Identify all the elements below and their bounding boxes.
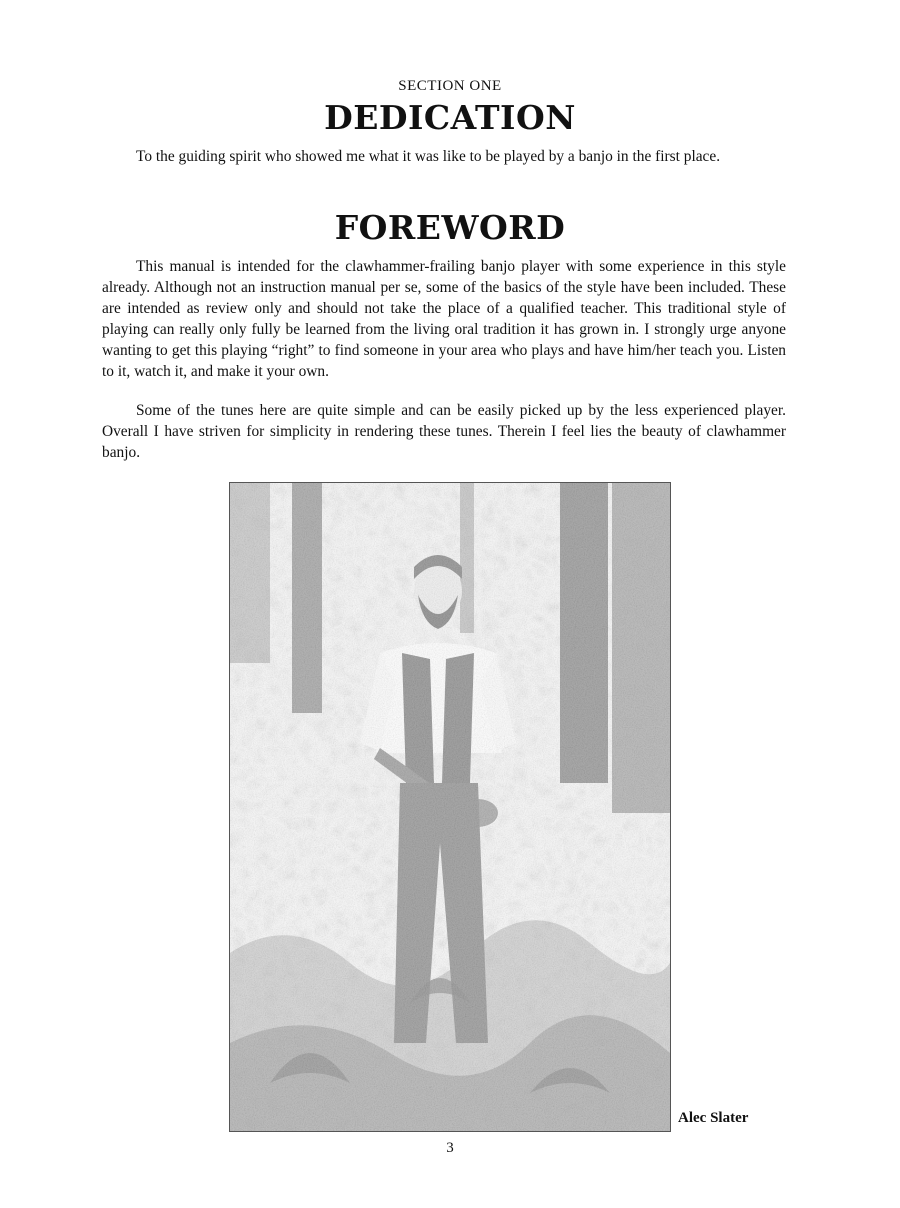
section-label: SECTION ONE (398, 78, 502, 94)
photo-caption: Alec Slater (678, 1110, 749, 1126)
foreword-paragraph-1: This manual is intended for the clawhammer-frailing banjo player with some experience in this style already. Although not an instruction manual per se, some of the basics of the style have been included. These are intended as review only and should not take the place of a qualified teacher. This traditional style of playing can really only fully be learned from the living oral tradition it has grown in. I strongly urge anyone wanting to get this playing “right” to find someone in your area who plays and have him/her teach you. Listen to it, watch it, and make it your own. (102, 258, 786, 380)
portrait-photo (229, 482, 671, 1132)
foreword-paragraph-2: Some of the tunes here are quite simple and can be easily picked up by the less experienced player. Overall I have striven for simplicity in rendering these tunes. Therein I feel lies the beauty of clawhammer banjo. (102, 402, 786, 461)
dedication-text: To the guiding spirit who showed me what it was like to be played by a banjo in the first place. (136, 148, 721, 165)
foreword-heading: FOREWORD (334, 208, 566, 247)
dedication-heading: DEDICATION (324, 98, 576, 137)
page-number: 3 (446, 1140, 454, 1156)
